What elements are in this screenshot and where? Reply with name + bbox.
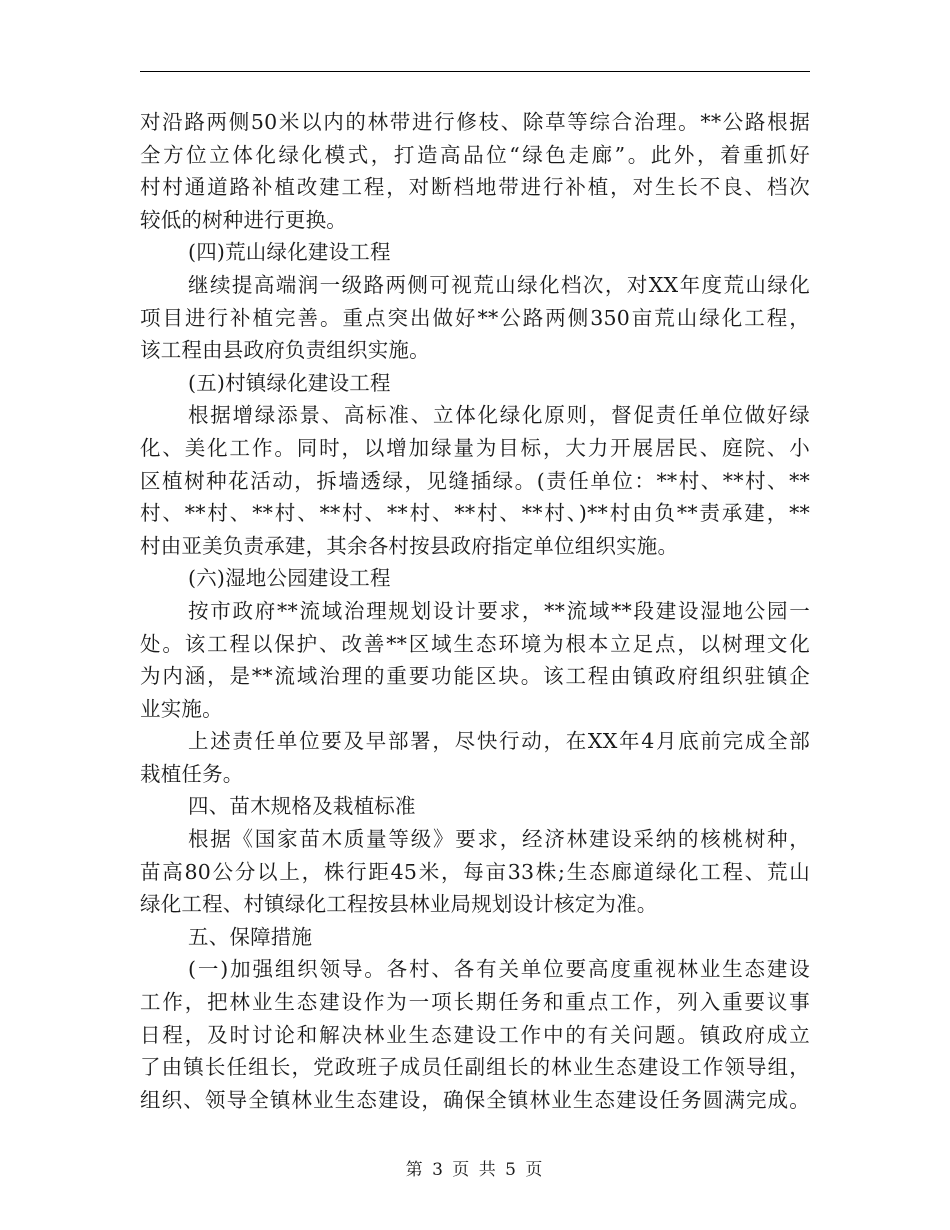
text-line: 四、苗木规格及栽植标准 (188, 794, 416, 819)
text-line: 上述责任单位要及早部署，尽快行动，在XX年4月底前完成全部 (188, 729, 810, 754)
text-line: 对沿路两侧50米以内的林带进行修枝、除草等综合治理。**公路根据 (140, 110, 810, 134)
header-rule (140, 71, 810, 72)
text-line: 业实施。 (140, 696, 223, 721)
text-line: (一)加强组织领导。各村、各有关单位要高度重视林业生态建设 (188, 957, 810, 982)
text-line: (五)村镇绿化建设工程 (188, 370, 391, 395)
text-line: 继续提高端润一级路两侧可视荒山绿化档次，对XX年度荒山绿化 (188, 272, 810, 297)
text-line: 村由亚美负责承建，其余各村按县政府指定单位组织实施。 (140, 533, 679, 558)
text-line: 栽植任务。 (140, 761, 244, 786)
text-line: 绿化工程、村镇绿化工程按县林业局规划设计核定为准。 (140, 892, 658, 917)
text-line: 化、美化工作。同时，以增加绿量为目标，大力开展居民、庭院、小 (140, 435, 810, 460)
text-line: 根据增绿添景、高标准、立体化绿化原则，督促责任单位做好绿 (188, 403, 810, 428)
document-body (140, 106, 810, 1116)
text-line: 较低的树种进行更换。 (140, 207, 347, 232)
text-line: 五、保障措施 (188, 924, 313, 949)
text-line: 组织、领导全镇林业生态建设，确保全镇林业生态建设任务圆满完成。 (140, 1087, 810, 1112)
text-line: 项目进行补植完善。重点突出做好**公路两侧350亩荒山绿化工程， (140, 305, 810, 330)
text-line: 苗高80公分以上，株行距45米，每亩33株;生态廊道绿化工程、荒山 (140, 859, 810, 884)
text-line: 处。该工程以保护、改善**区域生态环境为根本立足点，以树理文化 (140, 631, 810, 656)
text-line: 该工程由县政府负责组织实施。 (140, 338, 430, 363)
text-line: 根据《国家苗木质量等级》要求，经济林建设采纳的核桃树种， (188, 827, 810, 852)
text-line: 工作，把林业生态建设作为一项长期任务和重点工作，列入重要议事 (140, 990, 810, 1015)
text-line: 按市政府**流域治理规划设计要求，**流域**段建设湿地公园一 (188, 598, 810, 623)
page-footer: 第 3 页 共 5 页 (405, 1160, 545, 1180)
text-line: 为内涵，是**流域治理的重要功能区块。该工程由镇政府组织驻镇企 (140, 664, 810, 689)
text-line: (四)荒山绿化建设工程 (188, 240, 391, 265)
text-line: 全方位立体化绿化模式，打造高品位“绿色走廊”。此外，着重抓好 (140, 142, 810, 167)
text-line: 区植树种花活动，拆墙透绿，见缝插绿。(责任单位：**村、**村、** (140, 468, 810, 493)
text-line: 了由镇长任组长，党政班子成员任副组长的林业生态建设工作领导组， (140, 1055, 810, 1080)
text-line: (六)湿地公园建设工程 (188, 566, 391, 591)
text-line: 村、**村、**村、**村、**村、**村、**村、)**村由负**责承建，** (140, 501, 810, 526)
text-line: 村村通道路补植改建工程，对断档地带进行补植，对生长不良、档次 (140, 175, 810, 200)
text-line: 日程，及时讨论和解决林业生态建设工作中的有关问题。镇政府成立 (140, 1022, 810, 1047)
